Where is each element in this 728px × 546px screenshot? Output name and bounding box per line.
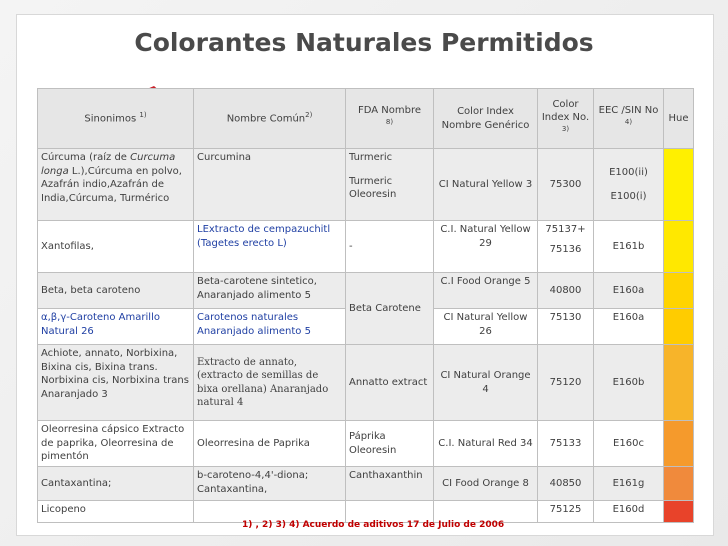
header-sinonimos: Sinonimos $^{1)}$ [38, 89, 194, 149]
cell-sinonimo: Oleorresina cápsico Extracto de paprika, Oleorresina de pimentón [38, 421, 194, 467]
cell-ci-nombre: CI Natural Yellow 26 [434, 309, 538, 345]
cell-ci-no: 75300 [538, 149, 594, 221]
hue-swatch [664, 421, 694, 467]
cell-eec: E160c [594, 421, 664, 467]
cell-ci-nombre: C.I. Natural Red 34 [434, 421, 538, 467]
cell-sinonimo: Xantofilas, [38, 221, 194, 273]
hue-swatch [664, 345, 694, 421]
hue-swatch [664, 273, 694, 309]
cell-fda: Annatto extract [346, 345, 434, 421]
cell-ci-nombre: CI Natural Orange 4 [434, 345, 538, 421]
cell-ci-no: 40850 [538, 467, 594, 501]
cell-eec: E160d [594, 501, 664, 523]
cell-sinonimo: α,β,γ-Caroteno Amarillo Natural 26 [38, 309, 194, 345]
cell-ci-no: 75130 [538, 309, 594, 345]
cell-sinonimo: Cúrcuma (raíz de Curcuma longa L.),Cúrcuma en polvo, Azafrán indio,Azafrán de India,Cúrcuma, Turmérico [38, 149, 194, 221]
cell-eec: E160a [594, 273, 664, 309]
cell-eec: E100(ii) E100(i) [594, 149, 664, 221]
header-hue: Hue [664, 89, 694, 149]
table-row [38, 149, 694, 221]
cell-eec: E160b [594, 345, 664, 421]
cell-fda: Páprika Oleoresin [346, 421, 434, 467]
table-row [38, 345, 694, 421]
cell-ci-no: 75137+ 75136 [538, 221, 594, 273]
cell-fda: Beta Carotene [346, 273, 434, 345]
colorants-table [37, 88, 694, 523]
cell-ci-nombre: CI Food Orange 8 [434, 467, 538, 501]
hue-swatch [664, 309, 694, 345]
cell-sinonimo: Cantaxantina; [38, 467, 194, 501]
cell-nombre-comun: Beta-carotene sintetico, Anaranjado alimento 5 [194, 273, 346, 309]
cell-eec: E160a [594, 309, 664, 345]
cell-nombre-comun: LExtracto de cempazuchitl (Tagetes erecto L) [194, 221, 346, 273]
cell-eec: E161g [594, 467, 664, 501]
page-title: Colorantes Naturales Permitidos [134, 28, 594, 57]
cell-fda: - [346, 221, 434, 273]
hue-swatch [664, 467, 694, 501]
cell-fda: Turmeric Turmeric Oleoresin [346, 149, 434, 221]
table-row [38, 467, 694, 501]
cell-sinonimo: Licopeno [38, 501, 194, 523]
hue-swatch [664, 221, 694, 273]
cell-ci-no: 75125 [538, 501, 594, 523]
table-row [38, 421, 694, 467]
header-color-index-nombre: Color Index Nombre Genérico [434, 89, 538, 149]
cell-nombre-comun: Extracto de annato, (extracto de semillas de bixa orellana) Anaranjado natural 4 [194, 345, 346, 421]
cell-nombre-comun: b-caroteno-4,4'-diona; Cantaxantina, [194, 467, 346, 501]
cell-ci-nombre: C.I Food Orange 5 [434, 273, 538, 309]
cell-ci-nombre: C.I. Natural Yellow 29 [434, 221, 538, 273]
header-color-index-no: Color Index No. $^{3)}$ [538, 89, 594, 149]
cell-eec: E161b [594, 221, 664, 273]
cell-nombre-comun: Oleorresina de Paprika [194, 421, 346, 467]
hue-swatch [664, 501, 694, 523]
cell-sinonimo: Achiote, annato, Norbixina, Bixina cis, Bixina trans. Norbixina cis, Norbixina trans Anaranjado 3 [38, 345, 194, 421]
cell-ci-nombre: CI Natural Yellow 3 [434, 149, 538, 221]
cell-ci-no: 75120 [538, 345, 594, 421]
cell-nombre-comun: Carotenos naturales Anaranjado alimento 5 [194, 309, 346, 345]
header-eec: EEC /SIN No $^{4)}$ [594, 89, 664, 149]
cell-sinonimo: Beta, beta caroteno [38, 273, 194, 309]
cell-nombre-comun: Curcumina [194, 149, 346, 221]
table-row [38, 273, 694, 309]
cell-ci-no: 75133 [538, 421, 594, 467]
table-row [38, 221, 694, 273]
footnote: 1) , 2) 3) 4) Acuerdo de aditivos 17 de Julio de 2006 [242, 520, 505, 530]
header-fda: FDA Nombre $^{8)}$ [346, 89, 434, 149]
hue-swatch [664, 149, 694, 221]
cell-fda: Canthaxanthin [346, 467, 434, 501]
header-nombre-comun: Nombre Común$^{2)}$ [194, 89, 346, 149]
cell-ci-no: 40800 [538, 273, 594, 309]
